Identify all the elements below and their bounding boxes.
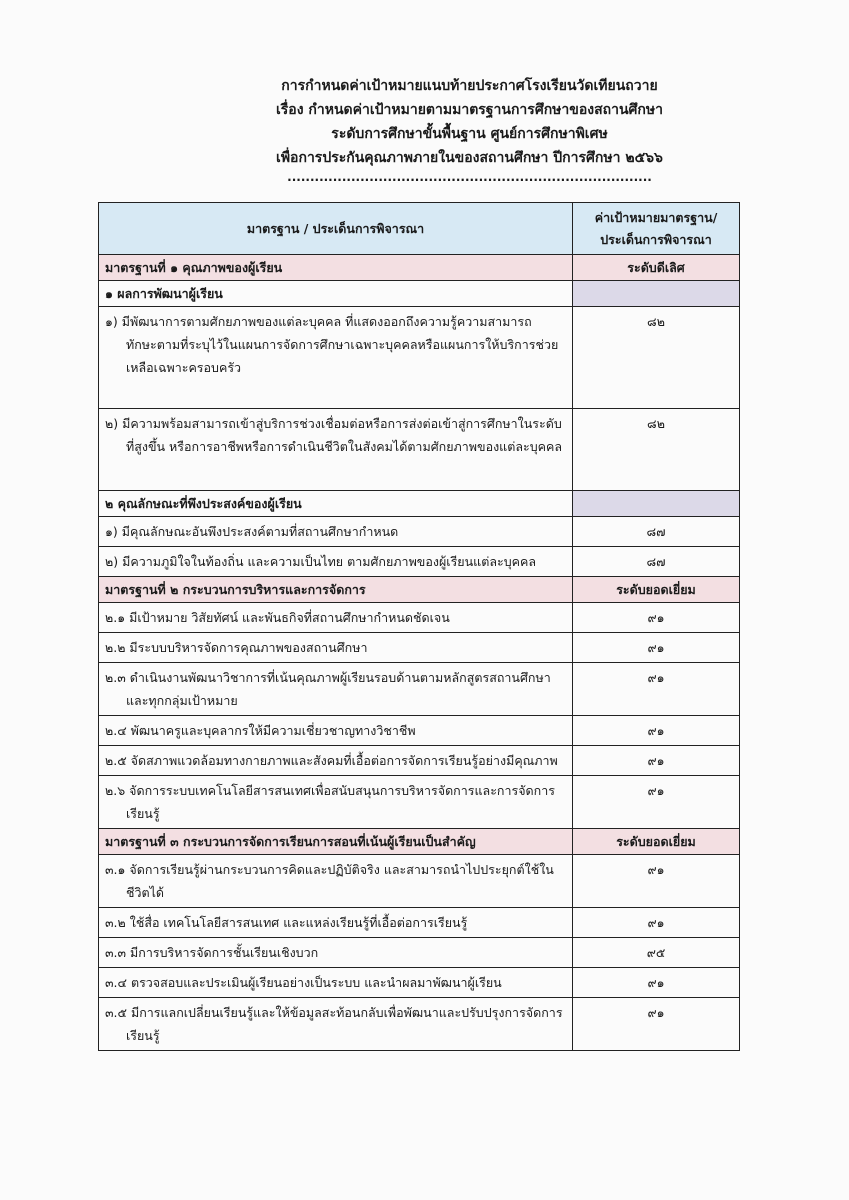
item-1-2-text: ๒) มีความพร้อมสามารถเข้าสู่บริการช่วงเชื่อมต่อหรือการส่งต่อเข้าสู่การศึกษาในระดับที่สูงขึ้น หรือการอาชีพหรือการดำเนินชีวิตในสังคมได้ตามศักยภาพของแต่ละบุคคล [105,416,563,454]
item-2.5 [99,746,573,776]
col-header-standard: มาตรฐาน / ประเด็นการพิจารณา [99,203,573,255]
table-header-row [99,203,740,255]
value-3.4: ๙๑ [573,968,740,998]
value-3.3: ๙๕ [573,938,740,968]
table-row [99,603,740,633]
item-2.2 [99,633,573,663]
table-row [99,908,740,938]
item-3.5 [99,998,573,1051]
standard-1-level: ระดับดีเลิศ [573,255,740,281]
item-1-2 [99,409,573,491]
table-row [99,517,740,547]
standard-2-title: มาตรฐานที่ ๒ กระบวนการบริหารและการจัดการ [99,577,573,603]
item-2.6 [99,776,573,829]
aspect-1-shaded-cell [573,281,740,307]
value-2-2: ๘๗ [573,547,740,577]
value-3.1: ๙๑ [573,855,740,908]
item-2.3 [99,663,573,716]
table-row [99,716,740,746]
table-row [99,409,740,491]
item-2.1 [99,603,573,633]
item-3.5-text: ๓.๕ มีการแลกเปลี่ยนเรียนรู้และให้ข้อมูลสะท้อนกลับเพื่อพัฒนาและปรับปรุงการจัดการเรียนรู้ [105,1005,563,1043]
standard-1-row [99,255,740,281]
value-2.1: ๙๑ [573,603,740,633]
item-2.3-text: ๒.๓ ดำเนินงานพัฒนาวิชาการที่เน้นคุณภาพผู้เรียนรอบด้านตามหลักสูตรสถานศึกษาและทุกกลุ่มเป้าหมาย [105,670,551,708]
title-line-4: เพื่อการประกันคุณภาพภายในของสถานศึกษา ปีการศึกษา ๒๕๖๖ [276,150,663,166]
table-row [99,307,740,409]
standard-2-row [99,577,740,603]
item-2-1-text: ๑) มีคุณลักษณะอันพึงประสงค์ตามที่สถานศึกษากำหนด [105,524,399,539]
item-3.1-text: ๓.๑ จัดการเรียนรู้ผ่านกระบวนการคิดและปฏิบัติจริง และสามารถนำไปประยุกต์ใช้ในชีวิตได้ [105,862,554,900]
item-2.5-text: ๒.๕ จัดสภาพแวดล้อมทางกายภาพและสังคมที่เอื้อต่อการจัดการเรียนรู้อย่างมีคุณภาพ [105,753,558,768]
table-row [99,633,740,663]
col-header-target [573,203,740,255]
item-2.4 [99,716,573,746]
value-2.3: ๙๑ [573,663,740,716]
item-2-2 [99,547,573,577]
item-3.4 [99,968,573,998]
standard-2-level: ระดับยอดเยี่ยม [573,577,740,603]
table-row [99,776,740,829]
title-line-3: ระดับการศึกษาขั้นพื้นฐาน ศูนย์การศึกษาพิเศษ [331,126,608,142]
aspect-2-title: ๒ คุณลักษณะที่พึงประสงค์ของผู้เรียน [99,491,573,517]
table-row [99,938,740,968]
item-2-2-text: ๒) มีความภูมิใจในท้องถิ่น และความเป็นไทย ตามศักยภาพของผู้เรียนแต่ละบุคคล [105,554,537,569]
col-header-target-line2: ประเด็นการพิจารณา [600,231,712,247]
document-header [0,74,849,184]
item-3.3 [99,938,573,968]
table-row [99,746,740,776]
item-2.6-text: ๒.๖ จัดการระบบเทคโนโลยีสารสนเทศเพื่อสนับสนุนการบริหารจัดการและการจัดการเรียนรู้ [105,783,555,821]
value-2-1: ๘๗ [573,517,740,547]
aspect-1-row [99,281,740,307]
value-2.6: ๙๑ [573,776,740,829]
title-line-2: เรื่อง กำหนดค่าเป้าหมายตามมาตรฐานการศึกษาของสถานศึกษา [275,102,663,118]
standard-3-row [99,829,740,855]
value-1-1: ๘๒ [573,307,740,409]
table-row [99,855,740,908]
standard-3-title: มาตรฐานที่ ๓ กระบวนการจัดการเรียนการสอนที่เน้นผู้เรียนเป็นสำคัญ [99,829,573,855]
aspect-2-shaded-cell [573,491,740,517]
standard-1-title: มาตรฐานที่ ๑ คุณภาพของผู้เรียน [99,255,573,281]
item-1-1 [99,307,573,409]
table-row [99,547,740,577]
item-3.1 [99,855,573,908]
table-row [99,663,740,716]
aspect-2-row [99,491,740,517]
standard-3-level: ระดับยอดเยี่ยม [573,829,740,855]
value-2.2: ๙๑ [573,633,740,663]
item-2.2-text: ๒.๒ มีระบบบริหารจัดการคุณภาพของสถานศึกษา [105,640,368,655]
item-2.4-text: ๒.๔ พัฒนาครูและบุคลากรให้มีความเชี่ยวชาญทางวิชาชีพ [105,723,416,738]
title-line-1: การกำหนดค่าเป้าหมายแนบท้ายประกาศโรงเรียนวัดเทียนถวาย [281,78,658,94]
item-1-1-text: ๑) มีพัฒนาการตามศักยภาพของแต่ละบุคคล ที่แสดงออกถึงความรู้ความสามารถ ทักษะตามที่ระบุไว้ในแผนการจัดการศึกษาเฉพาะบุคคลหรือแผนการให้บริการช่วยเหลือเฉพาะครอบครัว [105,314,559,375]
dotted-separator: ................................................................................ [287,170,652,184]
table-row [99,968,740,998]
value-1-2: ๘๒ [573,409,740,491]
item-3.2 [99,908,573,938]
value-2.5: ๙๑ [573,746,740,776]
item-3.2-text: ๓.๒ ใช้สื่อ เทคโนโลยีสารสนเทศ และแหล่งเรียนรู้ที่เอื้อต่อการเรียนรู้ [105,915,468,930]
aspect-1-title: ๑ ผลการพัฒนาผู้เรียน [99,281,573,307]
item-3.3-text: ๓.๓ มีการบริหารจัดการชั้นเรียนเชิงบวก [105,945,319,960]
value-3.2: ๙๑ [573,908,740,938]
value-2.4: ๙๑ [573,716,740,746]
col-header-target-line1: ค่าเป้าหมายมาตรฐาน/ [594,209,718,225]
value-3.5: ๙๑ [573,998,740,1051]
item-2-1 [99,517,573,547]
item-3.4-text: ๓.๔ ตรวจสอบและประเมินผู้เรียนอย่างเป็นระบบ และนำผลมาพัฒนาผู้เรียน [105,975,502,990]
standards-table [98,202,740,1051]
item-2.1-text: ๒.๑ มีเป้าหมาย วิสัยทัศน์ และพันธกิจที่สถานศึกษากำหนดชัดเจน [105,610,450,625]
table-row [99,998,740,1051]
